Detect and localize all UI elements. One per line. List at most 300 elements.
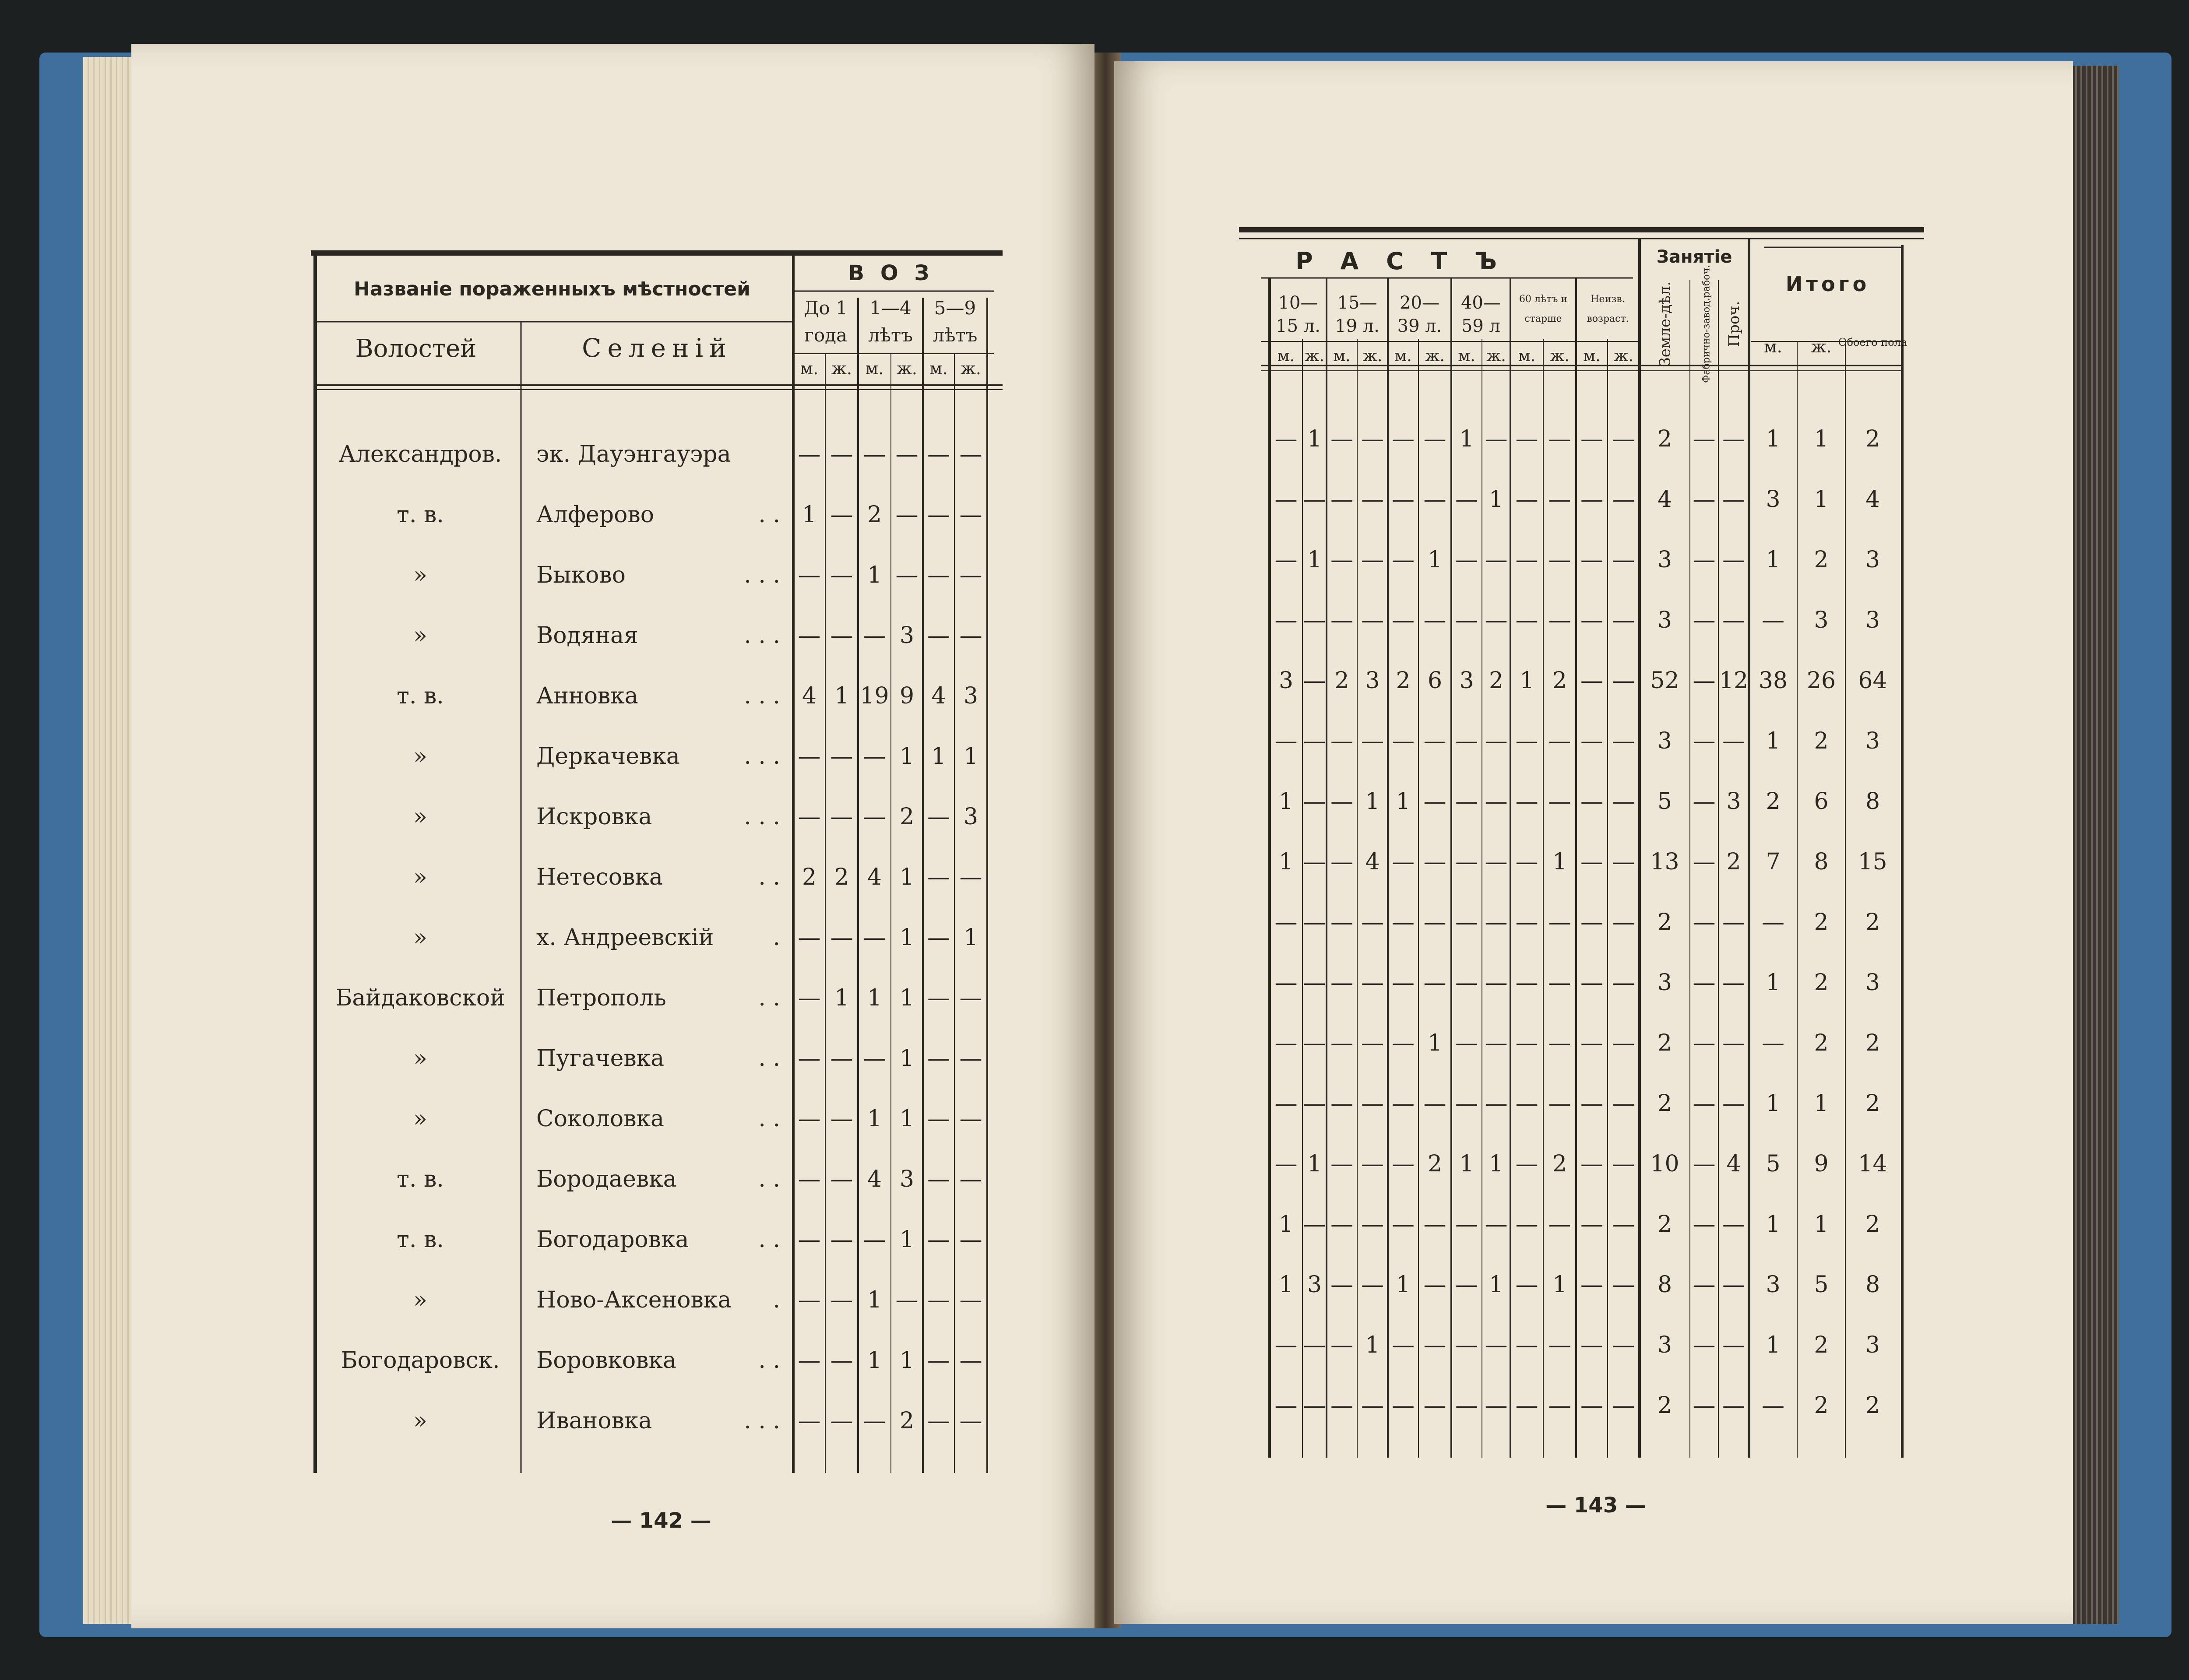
row-value: —	[1423, 1332, 1446, 1358]
row-value: —	[1515, 849, 1538, 875]
row-value: —	[1392, 1090, 1415, 1117]
row-value: —	[927, 864, 950, 890]
row-value: —	[1612, 547, 1635, 573]
row-total-value: 2	[1865, 1211, 1880, 1237]
row-value: —	[1274, 607, 1298, 633]
row-value: —	[1485, 1392, 1508, 1419]
row-total-value: 1	[1814, 1211, 1829, 1237]
row-volost: Богодаровск.	[341, 1347, 500, 1374]
row-value: —	[1485, 1211, 1508, 1237]
row-occupation-value: —	[1693, 909, 1716, 935]
row-value: —	[863, 1408, 886, 1434]
row-value: —	[1274, 1090, 1298, 1117]
row-total-value: 64	[1858, 668, 1887, 694]
row-total-value: 3	[1865, 728, 1880, 754]
row-value: —	[1612, 788, 1635, 815]
row-value: —	[798, 1045, 821, 1072]
row-value: 1	[899, 924, 915, 951]
row-value: 3	[899, 622, 915, 649]
row-value: —	[1274, 728, 1298, 754]
row-value: —	[798, 985, 821, 1011]
row-value: 9	[899, 683, 915, 709]
row-value: —	[863, 1045, 886, 1072]
row-value: —	[1455, 547, 1478, 573]
row-value: —	[1455, 788, 1478, 815]
row-value: —	[863, 924, 886, 951]
row-value: —	[1515, 426, 1538, 452]
row-value: —	[927, 1166, 950, 1192]
row-value: —	[1548, 1392, 1571, 1419]
row-value: —	[1303, 909, 1326, 935]
age-header-line2: лѣтъ	[868, 324, 913, 346]
row-leader-dots: . . .	[744, 1408, 780, 1434]
row-total-value: 8	[1814, 849, 1829, 875]
row-leader-dots: . .	[758, 1045, 780, 1072]
row-total-value: 1	[1766, 970, 1781, 996]
age-header-line1: 15—	[1337, 293, 1377, 313]
age-header-line1: Неизв.	[1591, 294, 1625, 305]
row-value: —	[927, 1045, 950, 1072]
row-value: —	[1330, 486, 1353, 513]
left-table	[131, 44, 1094, 1628]
row-occupation-value: —	[1722, 728, 1745, 754]
row-total-value: 2	[1814, 547, 1829, 573]
row-volost: »	[413, 562, 427, 588]
row-value: —	[959, 1045, 982, 1072]
row-volost: »	[413, 1287, 427, 1313]
age-header-line2: 39 л.	[1397, 316, 1442, 336]
row-occupation-value: —	[1693, 1332, 1716, 1358]
row-volost: »	[413, 1045, 427, 1072]
row-selo: Алферово	[536, 502, 655, 528]
row-value: —	[959, 985, 982, 1011]
row-value: 1	[867, 1347, 882, 1374]
row-total-value: 1	[1766, 1090, 1781, 1117]
age-header-line1: До 1	[804, 297, 848, 319]
row-selo: Пугачевка	[536, 1045, 665, 1072]
row-total-value: 3	[1865, 547, 1880, 573]
row-value: —	[1548, 970, 1571, 996]
row-value: —	[830, 1287, 853, 1313]
row-total-value: 6	[1814, 788, 1829, 815]
row-value: —	[830, 1347, 853, 1374]
row-value: 3	[1459, 668, 1474, 694]
row-value: 19	[860, 683, 889, 709]
row-value: 1	[1489, 486, 1504, 513]
row-value: —	[1303, 849, 1326, 875]
row-value: —	[1361, 426, 1384, 452]
row-value: —	[927, 985, 950, 1011]
row-value: —	[927, 441, 950, 467]
sex-header: ж.	[831, 359, 852, 378]
row-occupation-value: 2	[1657, 1030, 1672, 1056]
row-value: —	[1361, 607, 1384, 633]
row-occupation-value: —	[1693, 970, 1716, 996]
row-value: —	[927, 924, 950, 951]
row-selo: Анновка	[536, 683, 638, 709]
page-number: — 143 —	[1545, 1493, 1646, 1518]
row-occupation-value: 2	[1657, 909, 1672, 935]
row-occupation-value: —	[1722, 547, 1745, 573]
row-value: —	[863, 743, 886, 770]
row-value: —	[1455, 486, 1478, 513]
row-value: —	[1361, 1030, 1384, 1056]
row-value: 1	[1278, 1272, 1294, 1298]
row-value: —	[1361, 909, 1384, 935]
row-value: 1	[1365, 788, 1380, 815]
column-header-selo: Селеній	[582, 333, 732, 363]
row-value: 2	[1552, 1151, 1567, 1177]
row-value: —	[1330, 1151, 1353, 1177]
page-number: — 142 —	[611, 1508, 711, 1533]
row-volost: »	[413, 804, 427, 830]
row-value: —	[1515, 728, 1538, 754]
row-value: —	[1612, 909, 1635, 935]
row-value: —	[1612, 1030, 1635, 1056]
row-value: —	[1580, 1392, 1603, 1419]
row-value: 1	[1278, 788, 1294, 815]
right-page	[1114, 61, 2073, 1624]
row-value: 1	[1396, 788, 1411, 815]
row-occupation-value: —	[1693, 668, 1716, 694]
row-selo: Водяная	[536, 622, 638, 649]
row-leader-dots: . .	[758, 1166, 780, 1192]
row-value: —	[1548, 486, 1571, 513]
occupation-header: Земле-дѣл.	[1656, 281, 1674, 367]
row-total-value: 2	[1865, 1090, 1880, 1117]
row-value: —	[1485, 547, 1508, 573]
row-volost: Байдаковской	[335, 985, 505, 1011]
sex-header: м.	[1277, 347, 1295, 365]
row-value: —	[1303, 607, 1326, 633]
row-value: —	[1303, 970, 1326, 996]
row-occupation-value: 3	[1657, 607, 1672, 633]
row-value: —	[1361, 1392, 1384, 1419]
row-total-value: 1	[1766, 1211, 1781, 1237]
row-occupation-value: 13	[1650, 849, 1679, 875]
row-value: 1	[1278, 1211, 1294, 1237]
row-value: 1	[834, 683, 849, 709]
row-value: 3	[1307, 1272, 1322, 1298]
row-value: —	[895, 562, 919, 588]
row-value: —	[1515, 970, 1538, 996]
row-value: —	[798, 441, 821, 467]
page-edges-right	[2066, 66, 2119, 1624]
row-selo: Бородаевка	[536, 1166, 677, 1192]
row-total-value: —	[1762, 607, 1784, 633]
row-value: —	[1361, 547, 1384, 573]
row-occupation-value: 2	[1657, 1211, 1672, 1237]
row-value: —	[1303, 668, 1326, 694]
row-leader-dots: .	[773, 1287, 780, 1313]
row-value: 1	[1519, 668, 1534, 694]
row-value: —	[863, 441, 886, 467]
row-value: —	[927, 1408, 950, 1434]
row-value: —	[1303, 486, 1326, 513]
row-value: —	[798, 1347, 821, 1374]
row-value: —	[959, 1166, 982, 1192]
row-value: 1	[1307, 547, 1322, 573]
row-value: —	[1548, 547, 1571, 573]
age-header-line1: 1—4	[869, 297, 911, 319]
row-value: 1	[1396, 1272, 1411, 1298]
row-occupation-value: —	[1693, 1151, 1716, 1177]
row-value: —	[1274, 1332, 1298, 1358]
row-total-value: 8	[1865, 788, 1880, 815]
row-value: —	[1423, 1090, 1446, 1117]
row-occupation-value: 52	[1650, 668, 1679, 694]
row-total-value: 1	[1766, 547, 1781, 573]
row-occupation-value: —	[1722, 1272, 1745, 1298]
row-value: —	[1392, 970, 1415, 996]
row-occupation-value: 4	[1657, 486, 1672, 513]
row-occupation-value: —	[1693, 607, 1716, 633]
row-value: —	[1515, 1272, 1538, 1298]
row-value: —	[1303, 1030, 1326, 1056]
row-value: —	[927, 804, 950, 830]
row-value: —	[1548, 728, 1571, 754]
sex-header: ж.	[1305, 347, 1324, 365]
age-header-line1: 20—	[1400, 293, 1439, 313]
row-value: —	[1485, 1030, 1508, 1056]
row-occupation-value: —	[1722, 1392, 1745, 1419]
row-value: 3	[1365, 668, 1380, 694]
row-value: —	[830, 1106, 853, 1132]
sex-header: м.	[1583, 347, 1601, 365]
row-value: —	[798, 1227, 821, 1253]
row-value: —	[1548, 426, 1571, 452]
row-occupation-value: —	[1693, 849, 1716, 875]
row-value: 1	[867, 562, 882, 588]
row-value: 2	[1489, 668, 1504, 694]
row-value: —	[1580, 1332, 1603, 1358]
row-value: 2	[834, 864, 849, 890]
row-value: —	[1580, 1090, 1603, 1117]
row-leader-dots: . . .	[744, 562, 780, 588]
row-total-value: 1	[1814, 486, 1829, 513]
row-value: —	[1515, 607, 1538, 633]
row-value: —	[1612, 970, 1635, 996]
row-value: —	[1455, 970, 1478, 996]
row-value: —	[959, 1227, 982, 1253]
row-value: 1	[1552, 1272, 1567, 1298]
age-group-label: В О З	[848, 261, 934, 285]
row-value: 6	[1427, 668, 1443, 694]
row-value: 1	[899, 1227, 915, 1253]
sex-header: ж.	[1614, 347, 1633, 365]
row-value: —	[1423, 728, 1446, 754]
row-value: —	[1485, 607, 1508, 633]
row-value: —	[1612, 426, 1635, 452]
row-value: 1	[963, 924, 978, 951]
row-total-value: 5	[1766, 1151, 1781, 1177]
row-value: 3	[1278, 668, 1294, 694]
row-value: —	[1580, 728, 1603, 754]
row-total-value: 2	[1814, 909, 1829, 935]
row-value: —	[1392, 426, 1415, 452]
row-value: —	[830, 804, 853, 830]
row-total-value: 4	[1865, 486, 1880, 513]
sex-header: ж.	[1486, 347, 1506, 365]
row-value: —	[830, 743, 853, 770]
row-value: —	[1612, 1090, 1635, 1117]
row-value: —	[1612, 668, 1635, 694]
row-value: —	[1330, 547, 1353, 573]
row-value: 1	[899, 1347, 915, 1374]
row-value: 1	[1307, 426, 1322, 452]
row-value: 2	[899, 1408, 915, 1434]
row-value: —	[959, 1287, 982, 1313]
row-occupation-value: —	[1693, 788, 1716, 815]
row-value: —	[1485, 1090, 1508, 1117]
row-value: —	[1515, 1392, 1538, 1419]
row-value: —	[1612, 607, 1635, 633]
row-value: —	[1455, 849, 1478, 875]
row-value: —	[1423, 909, 1446, 935]
row-value: —	[1303, 1211, 1326, 1237]
row-occupation-value: 2	[1726, 849, 1741, 875]
row-selo: Нетесовка	[536, 864, 663, 890]
row-value: —	[1515, 909, 1538, 935]
row-selo: Ивановка	[536, 1408, 652, 1434]
row-total-value: 1	[1814, 426, 1829, 452]
row-value: —	[1423, 849, 1446, 875]
row-value: —	[927, 1227, 950, 1253]
row-occupation-value: —	[1693, 426, 1716, 452]
row-occupation-value: 3	[1726, 788, 1741, 815]
row-value: —	[1580, 849, 1603, 875]
sex-header: м.	[1518, 347, 1536, 365]
row-value: —	[1303, 788, 1326, 815]
row-value: —	[1330, 1272, 1353, 1298]
row-value: 4	[931, 683, 946, 709]
row-value: —	[1548, 788, 1571, 815]
row-value: —	[1274, 426, 1298, 452]
row-value: —	[798, 1166, 821, 1192]
row-value: —	[1361, 1211, 1384, 1237]
row-total-value: —	[1762, 1030, 1784, 1056]
row-value: —	[1423, 1211, 1446, 1237]
row-selo: Искровка	[536, 804, 652, 830]
row-value: —	[798, 924, 821, 951]
row-value: —	[1548, 1030, 1571, 1056]
row-value: —	[1330, 1332, 1353, 1358]
row-occupation-value: —	[1722, 1030, 1745, 1056]
row-value: —	[1392, 1392, 1415, 1419]
row-selo: Боровковка	[536, 1347, 676, 1374]
row-value: —	[863, 1227, 886, 1253]
row-total-value: 2	[1814, 1332, 1829, 1358]
row-occupation-value: —	[1693, 486, 1716, 513]
row-volost: т. в.	[397, 502, 444, 528]
age-header-line2: 15 л.	[1276, 316, 1320, 336]
row-occupation-value: —	[1693, 1392, 1716, 1419]
row-value: —	[1423, 970, 1446, 996]
row-value: —	[895, 502, 919, 528]
row-value: —	[1515, 1332, 1538, 1358]
age-header-line1: 10—	[1278, 293, 1318, 313]
row-value: —	[1515, 486, 1538, 513]
row-value: —	[830, 502, 853, 528]
row-leader-dots: . . .	[744, 622, 780, 649]
row-value: —	[1485, 728, 1508, 754]
row-value: —	[1580, 1272, 1603, 1298]
row-value: —	[830, 1227, 853, 1253]
row-value: —	[1515, 1030, 1538, 1056]
row-occupation-value: 8	[1657, 1272, 1672, 1298]
row-total-value: 7	[1766, 849, 1781, 875]
row-value: —	[1361, 728, 1384, 754]
occupation-header: Проч.	[1725, 301, 1743, 347]
row-value: —	[1612, 486, 1635, 513]
row-value: —	[1515, 547, 1538, 573]
row-value: —	[959, 441, 982, 467]
row-value: —	[1274, 909, 1298, 935]
row-value: —	[1392, 909, 1415, 935]
row-value: 1	[802, 502, 817, 528]
row-value: —	[1485, 970, 1508, 996]
row-value: —	[863, 804, 886, 830]
row-value: —	[1274, 970, 1298, 996]
row-volost: т. в.	[397, 683, 444, 709]
row-leader-dots: . .	[758, 985, 780, 1011]
age-header-line2: старше	[1524, 313, 1562, 324]
age-header-line2: лѣтъ	[933, 324, 978, 346]
row-occupation-value: —	[1722, 1332, 1745, 1358]
row-value: —	[1515, 1090, 1538, 1117]
row-total-value: 2	[1766, 788, 1781, 815]
row-value: 1	[1489, 1151, 1504, 1177]
row-value: —	[1580, 1211, 1603, 1237]
row-value: 1	[899, 1045, 915, 1072]
row-value: —	[1303, 728, 1326, 754]
row-value: —	[895, 441, 919, 467]
row-total-value: 1	[1766, 1332, 1781, 1358]
row-total-value: 2	[1865, 1030, 1880, 1056]
row-value: —	[798, 562, 821, 588]
row-value: —	[1330, 909, 1353, 935]
row-volost: т. в.	[397, 1227, 444, 1253]
row-value: 4	[802, 683, 817, 709]
row-value: 1	[834, 985, 849, 1011]
row-occupation-value: —	[1693, 547, 1716, 573]
row-value: 1	[1427, 1030, 1443, 1056]
row-volost: »	[413, 864, 427, 890]
row-total-value: 2	[1865, 1392, 1880, 1419]
row-value: —	[1423, 1392, 1446, 1419]
row-value: 1	[931, 743, 946, 770]
row-value: —	[1392, 1211, 1415, 1237]
row-total-value: 1	[1814, 1090, 1829, 1117]
row-value: 1	[899, 985, 915, 1011]
row-selo: Соколовка	[536, 1106, 665, 1132]
row-selo: х. Андреевскій	[536, 924, 714, 951]
row-total-value: 15	[1858, 849, 1887, 875]
row-value: —	[1455, 1392, 1478, 1419]
row-occupation-value: 5	[1657, 788, 1672, 815]
row-value: —	[1303, 1392, 1326, 1419]
row-occupation-value: 3	[1657, 728, 1672, 754]
row-value: —	[1612, 1272, 1635, 1298]
row-value: —	[830, 1408, 853, 1434]
row-value: 1	[963, 743, 978, 770]
row-occupation-value: —	[1722, 426, 1745, 452]
row-value: —	[863, 622, 886, 649]
row-value: 1	[867, 985, 882, 1011]
row-value: —	[927, 1287, 950, 1313]
row-value: —	[830, 1166, 853, 1192]
row-value: 1	[1552, 849, 1567, 875]
